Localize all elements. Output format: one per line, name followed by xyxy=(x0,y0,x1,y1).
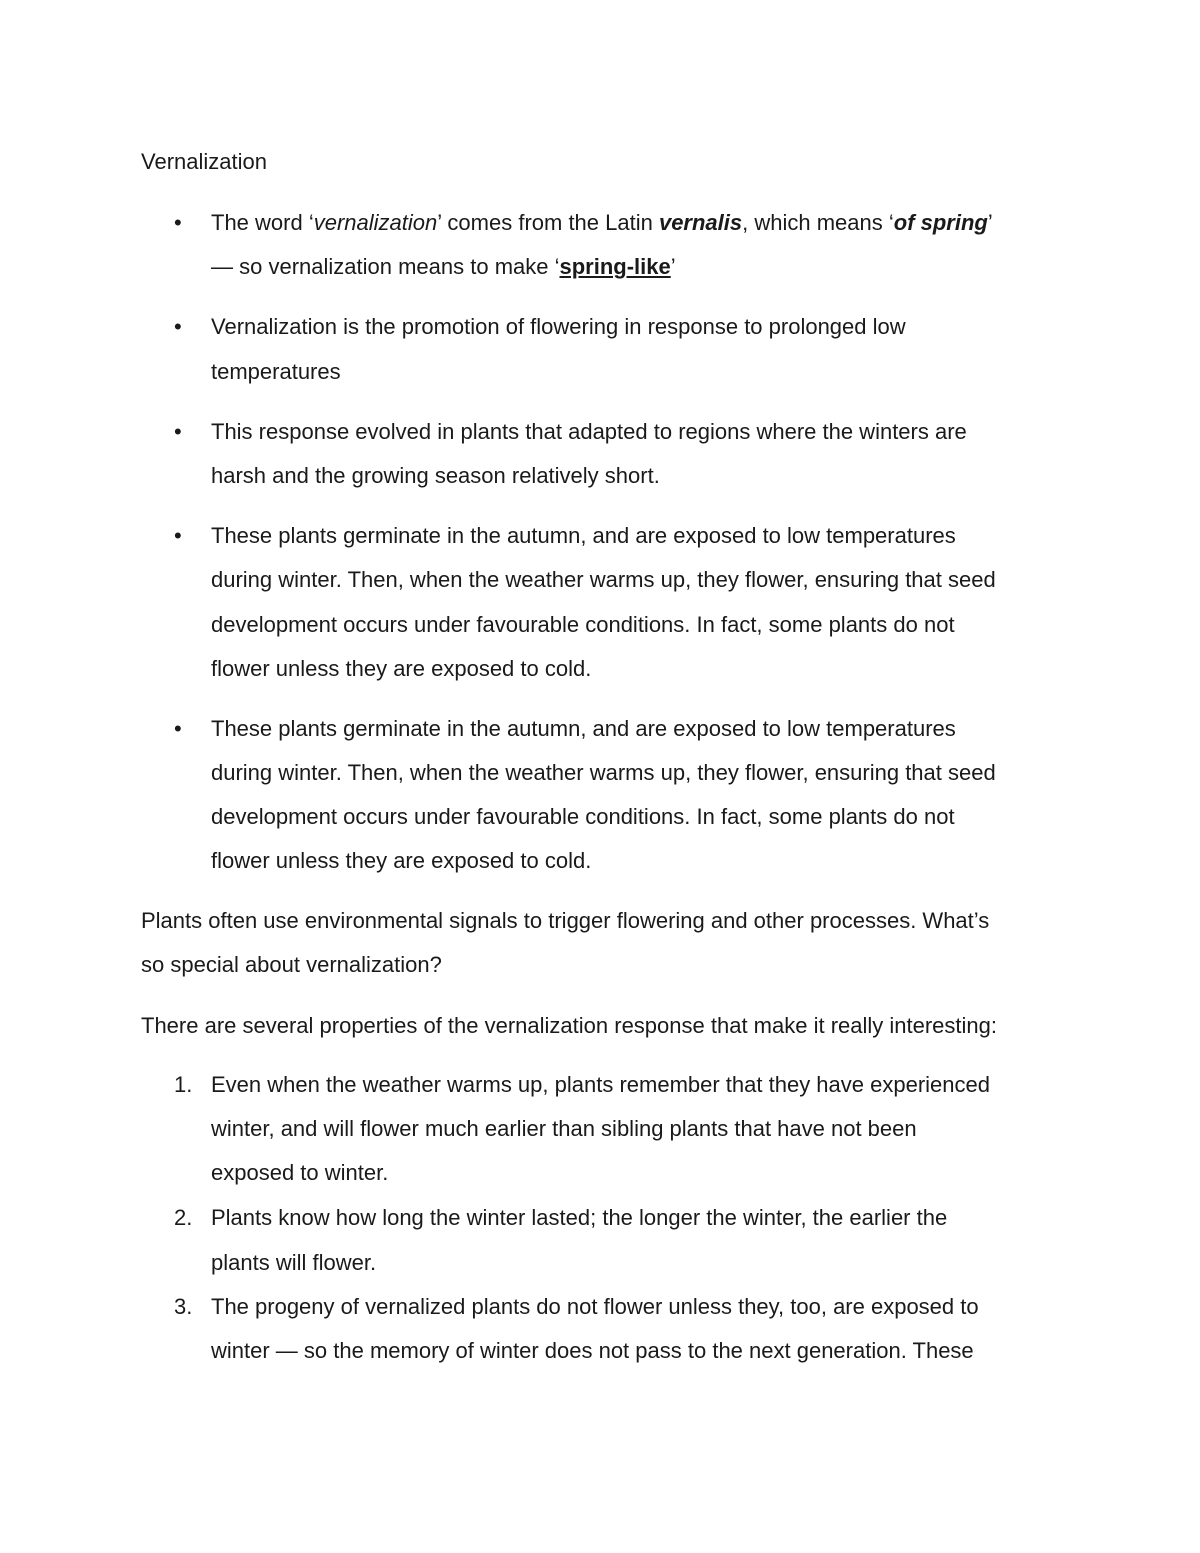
paragraph-line: so special about vernalization? xyxy=(141,952,442,977)
paragraph: There are several properties of the vernalization response that make it really interesting: xyxy=(141,1013,997,1038)
text-run: ’ comes from the Latin xyxy=(437,210,659,235)
numbered-line: exposed to winter. xyxy=(211,1160,389,1185)
paragraph-line: Plants often use environmental signals to trigger flowering and other processes. What’s xyxy=(141,908,990,933)
bullet-marker: • xyxy=(174,716,182,741)
italic-term: vernalization xyxy=(313,210,438,235)
bullet-line: temperatures xyxy=(211,359,341,384)
bullet-line: These plants germinate in the autumn, and are exposed to low temperatures xyxy=(211,523,956,548)
bullet-marker: • xyxy=(174,210,182,235)
numbered-line: Even when the weather warms up, plants remember that they have experienced xyxy=(211,1072,990,1097)
bullet-line: This response evolved in plants that adapted to regions where the winters are xyxy=(211,419,967,444)
text-run: , which means ‘ xyxy=(742,210,894,235)
bullet-line xyxy=(211,209,993,237)
text-run: — so vernalization means to make ‘ xyxy=(211,254,560,279)
document-title: Vernalization xyxy=(141,149,267,174)
item-number: 3. xyxy=(174,1294,193,1319)
item-number: 2. xyxy=(174,1205,193,1230)
bullet-line: Vernalization is the promotion of flowering in response to prolonged low xyxy=(211,314,906,339)
bullet-line: development occurs under favourable conditions. In fact, some plants do not xyxy=(211,804,955,829)
bullet-line: development occurs under favourable conditions. In fact, some plants do not xyxy=(211,612,955,637)
bullet-line xyxy=(211,253,676,281)
bullet-line: harsh and the growing season relatively short. xyxy=(211,463,660,488)
bullet-marker: • xyxy=(174,419,182,444)
text-run: The word ‘ xyxy=(211,210,314,235)
bullet-line: These plants germinate in the autumn, and are exposed to low temperatures xyxy=(211,716,956,741)
numbered-line: Plants know how long the winter lasted; the longer the winter, the earlier the xyxy=(211,1205,948,1230)
bullet-line: flower unless they are exposed to cold. xyxy=(211,848,592,873)
text-run: ’ xyxy=(670,254,676,279)
text-run: ’ xyxy=(987,210,993,235)
bullet-line: during winter. Then, when the weather warms up, they flower, ensuring that seed xyxy=(211,567,996,592)
spring-like-term: spring-like xyxy=(559,254,671,279)
bullet-marker: • xyxy=(174,314,182,339)
bullet-marker: • xyxy=(174,523,182,548)
numbered-line: winter — so the memory of winter does not pass to the next generation. These xyxy=(211,1338,974,1363)
numbered-line: The progeny of vernalized plants do not flower unless they, too, are exposed to xyxy=(211,1294,979,1319)
numbered-line: winter, and will flower much earlier than sibling plants that have not been xyxy=(211,1116,917,1141)
bullet-line: during winter. Then, when the weather warms up, they flower, ensuring that seed xyxy=(211,760,996,785)
bullet-line: flower unless they are exposed to cold. xyxy=(211,656,592,681)
latin-word: vernalis xyxy=(658,210,743,235)
meaning-term: of spring xyxy=(893,210,988,235)
item-number: 1. xyxy=(174,1072,193,1097)
numbered-line: plants will flower. xyxy=(211,1250,377,1275)
